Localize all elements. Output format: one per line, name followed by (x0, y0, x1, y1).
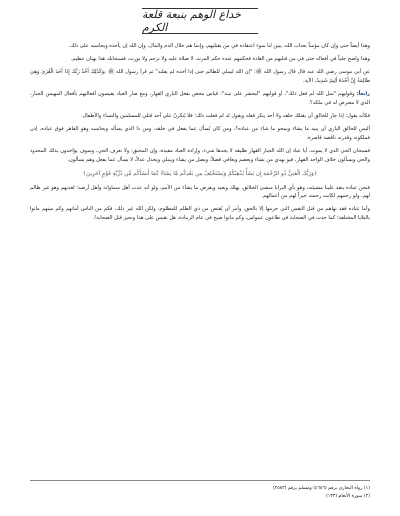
body-text (30, 42, 370, 227)
quran-verse: ﴿وَرَبُّكَ الْغَنِيُّ ذُو الرَّحْمَةِ إِن يَشَأْ يُذْهِبْكُمْ وَيَسْتَخْلِفْ مِن بَعْدِكُم مَّا يَشَاءُ كَمَا أَنشَأَكُم مِّن ذُرِّيَّةِ قَوْمٍ آخَرِينَ﴾ (82, 170, 318, 177)
paragraph-5: فكأنه يقول: إذا جاز للخالق أن يقتلك خلقه ولا أحد ينكر فعله ويقول له لم فعلت ذلك؛ فلا يُنكرنّ علي أحد قتلي للمسلمين والنساء والأطفال. (80, 112, 370, 119)
footnote-1: (١) رواه البخاري برقم (٤٦٨٦) ومسلم برقم (٢٥٨٣) (272, 486, 370, 491)
section-marker: رابعاً: (356, 91, 370, 98)
paragraph-1: وهذا أيضاً حتى وإن كان مؤمناً بعذاب الله، يبين لنا سوء اعتقاده في من يقتليهم، وإنما هم حلال الدم والمال، وإن الله إن يأخذه ويحاسبه على ذلك. (68, 43, 370, 49)
footnotes (30, 480, 370, 501)
footnote-2: (٢) سورة الأنعام (١٣٣) (326, 494, 370, 499)
paragraph-7: فسبحان الحي الذي لا يموت، أيا عباد إن الله الجبار القهار طليقة لا يحدها شيء، وإرادة العباد مقيدة، وإن المحتق: ولا تعرف الحي، وسوف يؤاخذون بذلك المحدود والحي ويسألون خلاف الواحد القهار، فيو يهدي من يشاء ويعصم ويعافي فضلاً، ويضل من يشاء ويبتلي ويخذل عدلاً، لا يسأل عما يفعل وهم يسألون. (30, 147, 370, 163)
paragraph-8: فنحن عباده ينفذ علينا مشيئته، وهو بأي البرايا منشئ الخلائق، يهلك ويعيد ويفرض ما يشاء من الأمم، ولو أنه عذب أهل سماواته وأهل أرضه؛ لعذبهم وهو غير ظالم لهم، ولو رحمهم لكانت رحمته خيراً لهم من أعمالهم. (30, 184, 370, 200)
header-calligraphy-banner (142, 8, 258, 34)
header-title: خداع الوهم بنبعة قلعة الكرم (142, 8, 241, 34)
paragraph-4: رابعاً: وقوليهم "سل الله لم فعل ذلك"، أو قوليهم "ليحشر على نيته": قياس محض بفعل الباري القهار، ومغ صار العباد يقيسون أفعاليهم بأفعال المهيمن الجبار، الذي لا معترض له في ملكه؟. (30, 91, 370, 106)
paragraph-9: وأما عباده فقد نهاهم من قتل النفس التي حرمها إلا بالحق، وأمر أن يُقتص من ذي الظلم للمظلوم، ولكن الله غير ذلك، فكم من الناس أماتهم وكم ميتهم مانوا بالبلايا المختلفة؛ كما حدث في الصحابة في طاعون عمواس، وكم ماتوا صبح في عام الرمادة، هل نقيس على هذا ونجيز قتل الصحابة!. (30, 206, 370, 222)
paragraph-2: وهذا واضح جلياً في أفعاله حتى في من قتليهم من القادة فحكمهم عنده حكم المرتد، لا صلاة عليه ولا ترحم ولا يورث، فسبحانك هذا بهتان عظيم. (70, 56, 370, 63)
paragraph-3: عن أبي موسى رضي الله عنه قال قال رسول الله ﷺ: "إن الله ليملي للظالم حتى إذا أخذه لم يفلته" ثم قرأ رسول الله ﷺ ﴿وَكَذَٰلِكَ أَخْذُ رَبِّكَ إِذَا أَخَذَ الْقُرَىٰ وَهِيَ ظَالِمَةٌ إِنَّ أَخْذَهُ أَلِيمٌ شَدِيدٌ﴾ الآية. (30, 69, 370, 84)
paragraph-6: أليس للخالق الباري أن يبيد ما يشاء ويمحو ما شاء من عباده؟، ومن كان يُسأل عما يفعل في خلقه، ومن ذا الذي يسأله ويحاسبه وهو القاهر فوق عباده، إذن فملكوته وقدرته ناقصة قاصرة. (30, 126, 370, 141)
